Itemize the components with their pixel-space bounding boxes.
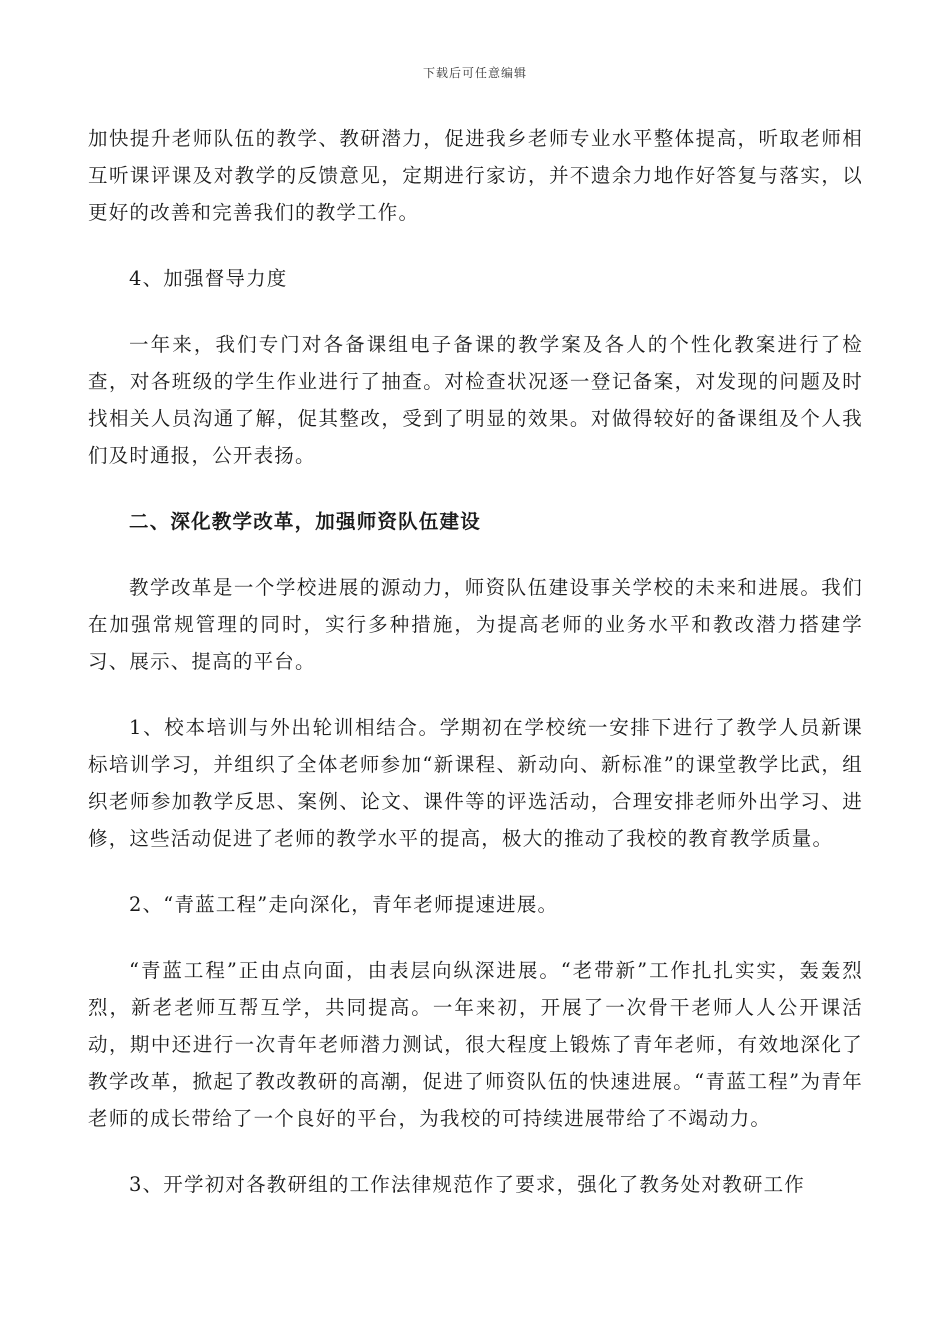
paragraph-continuation: 加快提升老师队伍的教学、教研潜力，促进我乡老师专业水平整体提高，听取老师相互听课评课及对教学的反馈意见，定期进行家访，并不遗余力地作好答复与落实，以更好的改善和完善我们的教学工作。 (88, 127, 863, 224)
document-body (88, 120, 863, 1232)
section-heading-reform: 二、深化教学改革，加强师资队伍建设 (129, 510, 481, 533)
paragraph-teaching-research: 3、开学初对各教研组的工作法律规范作了要求，强化了教务处对教研工作 (129, 1173, 806, 1196)
subheading-qinglan-project: 2、“青蓝工程”走向深化，青年老师提速进展。 (129, 893, 559, 916)
page-header: 下载后可任意编辑 (422, 66, 527, 80)
paragraph-reform-intro: 教学改革是一个学校进展的源动力，师资队伍建设事关学校的未来和进展。我们在加强常规管理的同时，实行多种措施，为提高老师的业务水平和教改潜力搭建学习、展示、提高的平台。 (88, 576, 863, 673)
paragraph-qinglan-project: “青蓝工程”正由点向面，由表层向纵深进展。“老带新”工作扎扎实实，轰轰烈烈，新老老师互帮互学，共同提高。一年来初，开展了一次骨干老师人人公开课活动，期中还进行一次青年老师潜力测试，很大程度上锻炼了青年老师，有效地深化了教学改革，掀起了教改教研的高潮，促进了师资队伍的快速进展。“青蓝工程”为青年老师的成长带给了一个良好的平台，为我校的可持续进展带给了不竭动力。 (88, 959, 863, 1130)
paragraph-training: 1、校本培训与外出轮训相结合。学期初在学校统一安排下进行了教学人员新课标培训学习，并组织了全体老师参加“新课程、新动向、新标准”的课堂教学比武，组织老师参加教学反思、案例、论文、课件等的评选活动，合理安排老师外出学习、进修，这些活动促进了老师的教学水平的提高，极大的推动了我校的教育教学质量。 (88, 716, 863, 850)
subheading-supervision: 4、加强督导力度 (129, 267, 288, 290)
paragraph-inspection: 一年来，我们专门对各备课组电子备课的教学案及各人的个性化教案进行了检查，对各班级的学生作业进行了抽查。对检查状况逐一登记备案，对发现的问题及时找相关人员沟通了解，促其整改，受到了明显的效果。对做得较好的备课组及个人我们及时通报，公开表扬。 (88, 333, 863, 467)
